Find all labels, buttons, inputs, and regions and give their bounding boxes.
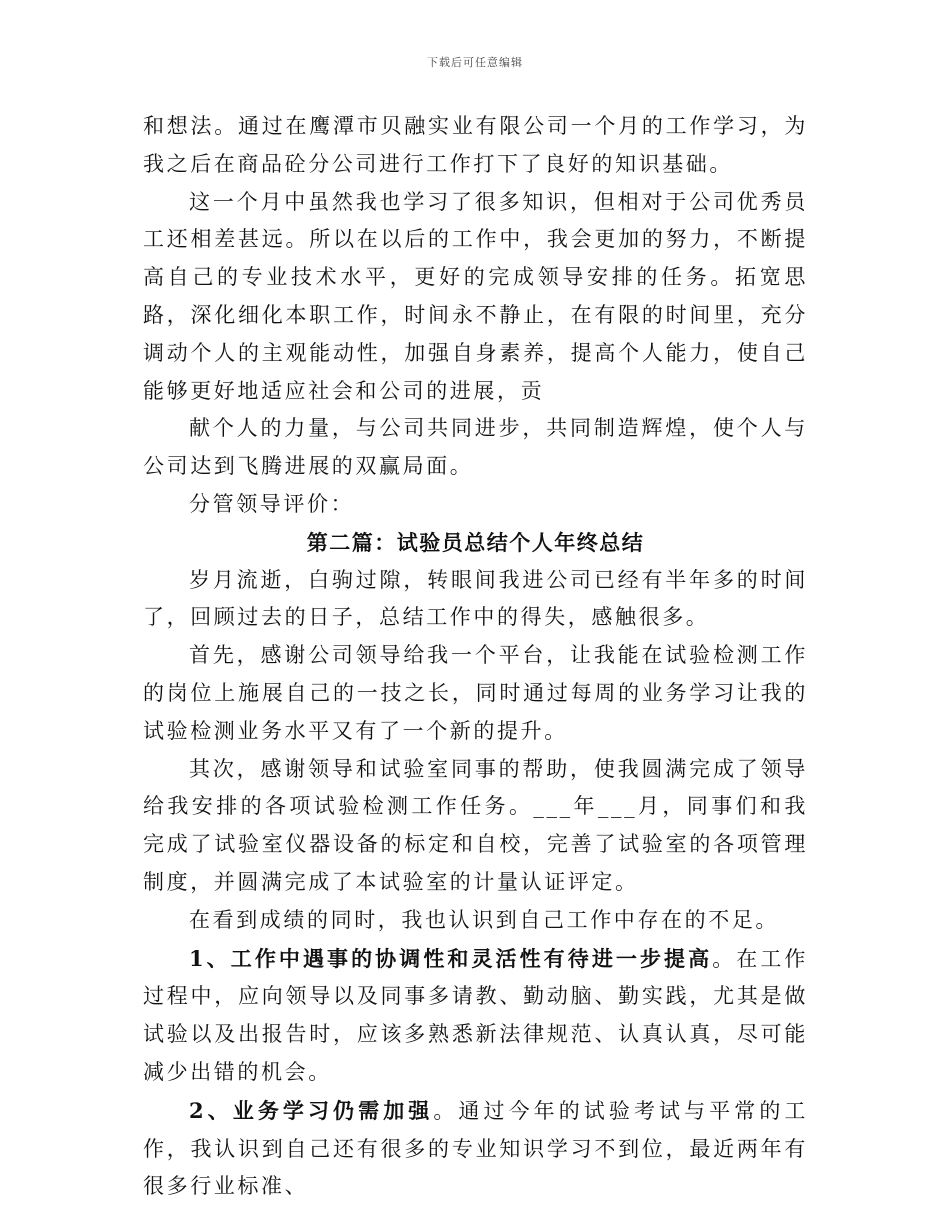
paragraph-contribution: 献个人的力量，与公司共同进步，共同制造辉煌，使个人与公司达到飞腾进展的双赢局面。 <box>143 416 808 479</box>
point-2-body: 。通过今年的试验考试与平常的工作，我认识到自己还有很多的专业知识学习不到位，最近两年有很多行业标准、 <box>143 1098 808 1199</box>
point-1-body: 。在工作过程中，应向领导以及同事多请教、勤动脑、勤实践，尤其是做试验以及出报告时，应该多熟悉新法律规范、认真认真，尽可能减少出错的机会。 <box>143 946 809 1084</box>
supervisor-evaluation-label: 分管领导评价： <box>189 491 355 516</box>
paragraph-shortcomings: 在看到成绩的同时，我也认识到自己工作中存在的不足。 <box>189 907 779 932</box>
paragraph-thanks-leaders: 首先，感谢公司领导给我一个平台，让我能在试验检测工作的岗位上施展自己的一技之长，同时通过每周的业务学习让我的试验检测业务水平又有了一个新的提升。 <box>143 643 808 743</box>
paragraph-thanks-colleagues: 其次，感谢领导和试验室同事的帮助，使我圆满完成了领导给我安排的各项试验检测工作任务。___年___月，同事们和我完成了试验室仪器设备的标定和自校，完善了试验室的各项管理制度，并圆满完成了本试验室的计量认证评定。 <box>143 756 808 894</box>
document-body <box>143 108 808 1206</box>
paragraph-intro: 岁月流逝，白驹过隙，转眼间我进公司已经有半年多的时间了，回顾过去的日子，总结工作中的得失，感触很多。 <box>143 567 808 630</box>
paragraph-continuation: 和想法。通过在鹰潭市贝融实业有限公司一个月的工作学习，为我之后在商品砼分公司进行工作打下了良好的知识基础。 <box>143 114 808 176</box>
section-title: 第二篇：试验员总结个人年终总结 <box>306 529 645 555</box>
paragraph-self-improvement: 这一个月中虽然我也学习了很多知识，但相对于公司优秀员工还相差甚远。所以在以后的工作中，我会更加的努力，不断提高自己的专业技术水平，更好的完成领导安排的任务。拓宽思路，深化细化本职工作，时间永不静止，在有限的时间里，充分调动个人的主观能动性，加强自身素养，提高个人能力，使自己能够更好地适应社会和公司的进展，贡 <box>143 189 808 403</box>
point-1 <box>143 940 808 1092</box>
page-header-note: 下载后可任意编辑 <box>427 56 523 69</box>
point-2 <box>143 1092 808 1206</box>
point-1-heading: 1、工作中遇事的协调性和灵活性有待进一步提高 <box>189 945 713 971</box>
point-2-heading: 2、业务学习仍需加强 <box>189 1097 434 1123</box>
